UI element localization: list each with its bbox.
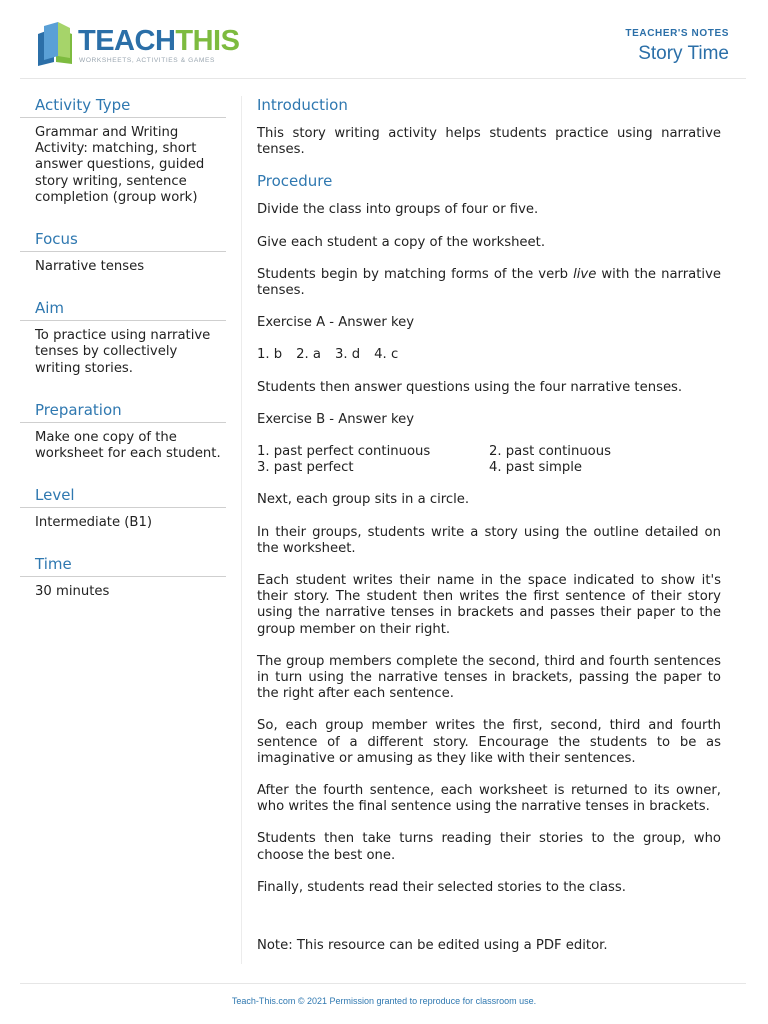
sidebar-text: Narrative tenses (35, 259, 145, 275)
header-divider (20, 78, 746, 79)
logo-tagline: WORKSHEETS, ACTIVITIES & GAMES (79, 57, 215, 64)
logo-word-this: THIS (175, 25, 240, 57)
sidebar-level (20, 484, 226, 531)
answer-item: 2. a (296, 347, 322, 363)
procedure-step: The group members complete the second, third and fourth sentences in turn using the narrative tenses in brackets, passing the paper to the right after each sentence. (257, 653, 721, 702)
sidebar-text: 30 minutes (35, 584, 110, 600)
pdf-editor-note: Note: This resource can be edited using a PDF editor. (257, 938, 608, 954)
exercise-b-answers (257, 444, 721, 476)
sidebar-activity-type (20, 94, 226, 206)
answer-item: 2. past continuous (489, 444, 611, 460)
answer-item: 1. b (257, 347, 283, 363)
answer-item: 1. past perfect continuous (257, 444, 431, 460)
main-content (257, 94, 721, 954)
page-title: Story Time (638, 43, 729, 64)
footer-divider (20, 983, 746, 984)
sidebar-heading: Preparation (35, 400, 122, 419)
introduction-text: This story writing activity helps students practice using narrative tenses. (257, 126, 721, 158)
procedure-step (257, 267, 721, 299)
procedure-step: Next, each group sits in a circle. (257, 492, 470, 508)
sidebar-time (20, 553, 226, 600)
sidebar-focus (20, 228, 226, 275)
procedure-step: Finally, students read their selected stories to the class. (257, 879, 626, 895)
procedure-step: So, each group member writes the first, second, third and fourth sentence of a different story. Encourage the students to be as imaginative or amusing as they like with their sentences. (257, 718, 721, 766)
procedure-step: Divide the class into groups of four or five. (257, 202, 539, 218)
procedure-step: Each student writes their name in the space indicated to show it's their story. The student then writes the first sentence of their story using the narrative tenses in brackets and passes their paper to the group member on their right. (257, 573, 721, 637)
verb-intro-text: Students begin by matching forms of the verb (257, 266, 574, 282)
procedure-step: Give each student a copy of the worksheet. (257, 234, 546, 250)
sidebar-preparation (20, 399, 226, 462)
header-titles (625, 28, 729, 65)
page-header (0, 0, 768, 78)
answer-item: 4. c (374, 347, 399, 363)
footer-copyright[interactable]: Teach-This.com © 2021 Permission granted to reproduce for classroom use. (231, 996, 537, 1006)
sidebar (20, 94, 226, 623)
sidebar-text: To practice using narrative tenses by collectively writing stories. (35, 328, 211, 376)
sidebar-heading: Aim (35, 299, 65, 318)
column-divider (241, 96, 242, 964)
sidebar-heading: Activity Type (35, 96, 131, 114)
teach-this-logo[interactable] (36, 22, 240, 72)
book-logo-icon (36, 22, 76, 68)
teachers-notes-label: TEACHER'S NOTES (625, 28, 729, 39)
procedure-step: Students then answer questions using the four narrative tenses. (257, 379, 683, 395)
sidebar-text: Make one copy of the worksheet for each student. (35, 429, 221, 462)
logo-wordmark (78, 25, 239, 57)
verb-live: live (573, 266, 597, 282)
exercise-b-title: Exercise B - Answer key (257, 411, 415, 427)
logo-word-teach: TEACH (78, 25, 176, 57)
answer-item: 3. d (335, 347, 361, 363)
sidebar-text: Intermediate (B1) (35, 515, 153, 531)
sidebar-heading: Time (35, 555, 72, 574)
answer-item: 3. past perfect (257, 460, 354, 476)
procedure-step: After the fourth sentence, each worksheet is returned to its owner, who writes the final sentence using the narrative tenses in brackets. (257, 783, 721, 815)
sidebar-heading: Focus (35, 230, 78, 249)
sidebar-aim (20, 297, 226, 377)
introduction-heading: Introduction (257, 96, 348, 114)
procedure-heading: Procedure (257, 172, 333, 191)
verb-outro-text: with the narrative tenses. (257, 266, 721, 299)
exercise-a-title: Exercise A - Answer key (257, 315, 415, 331)
sidebar-heading: Level (35, 486, 75, 505)
procedure-step: In their groups, students write a story using the outline detailed on the worksheet. (257, 524, 721, 556)
exercise-a-answers (257, 347, 721, 363)
answer-item: 4. past simple (489, 460, 582, 476)
procedure-step: Students then take turns reading their stories to the group, who choose the best one. (257, 831, 721, 863)
sidebar-text: Grammar and Writing Activity: matching, short answer questions, guided story writing, sentence completion (group work) (35, 125, 205, 205)
